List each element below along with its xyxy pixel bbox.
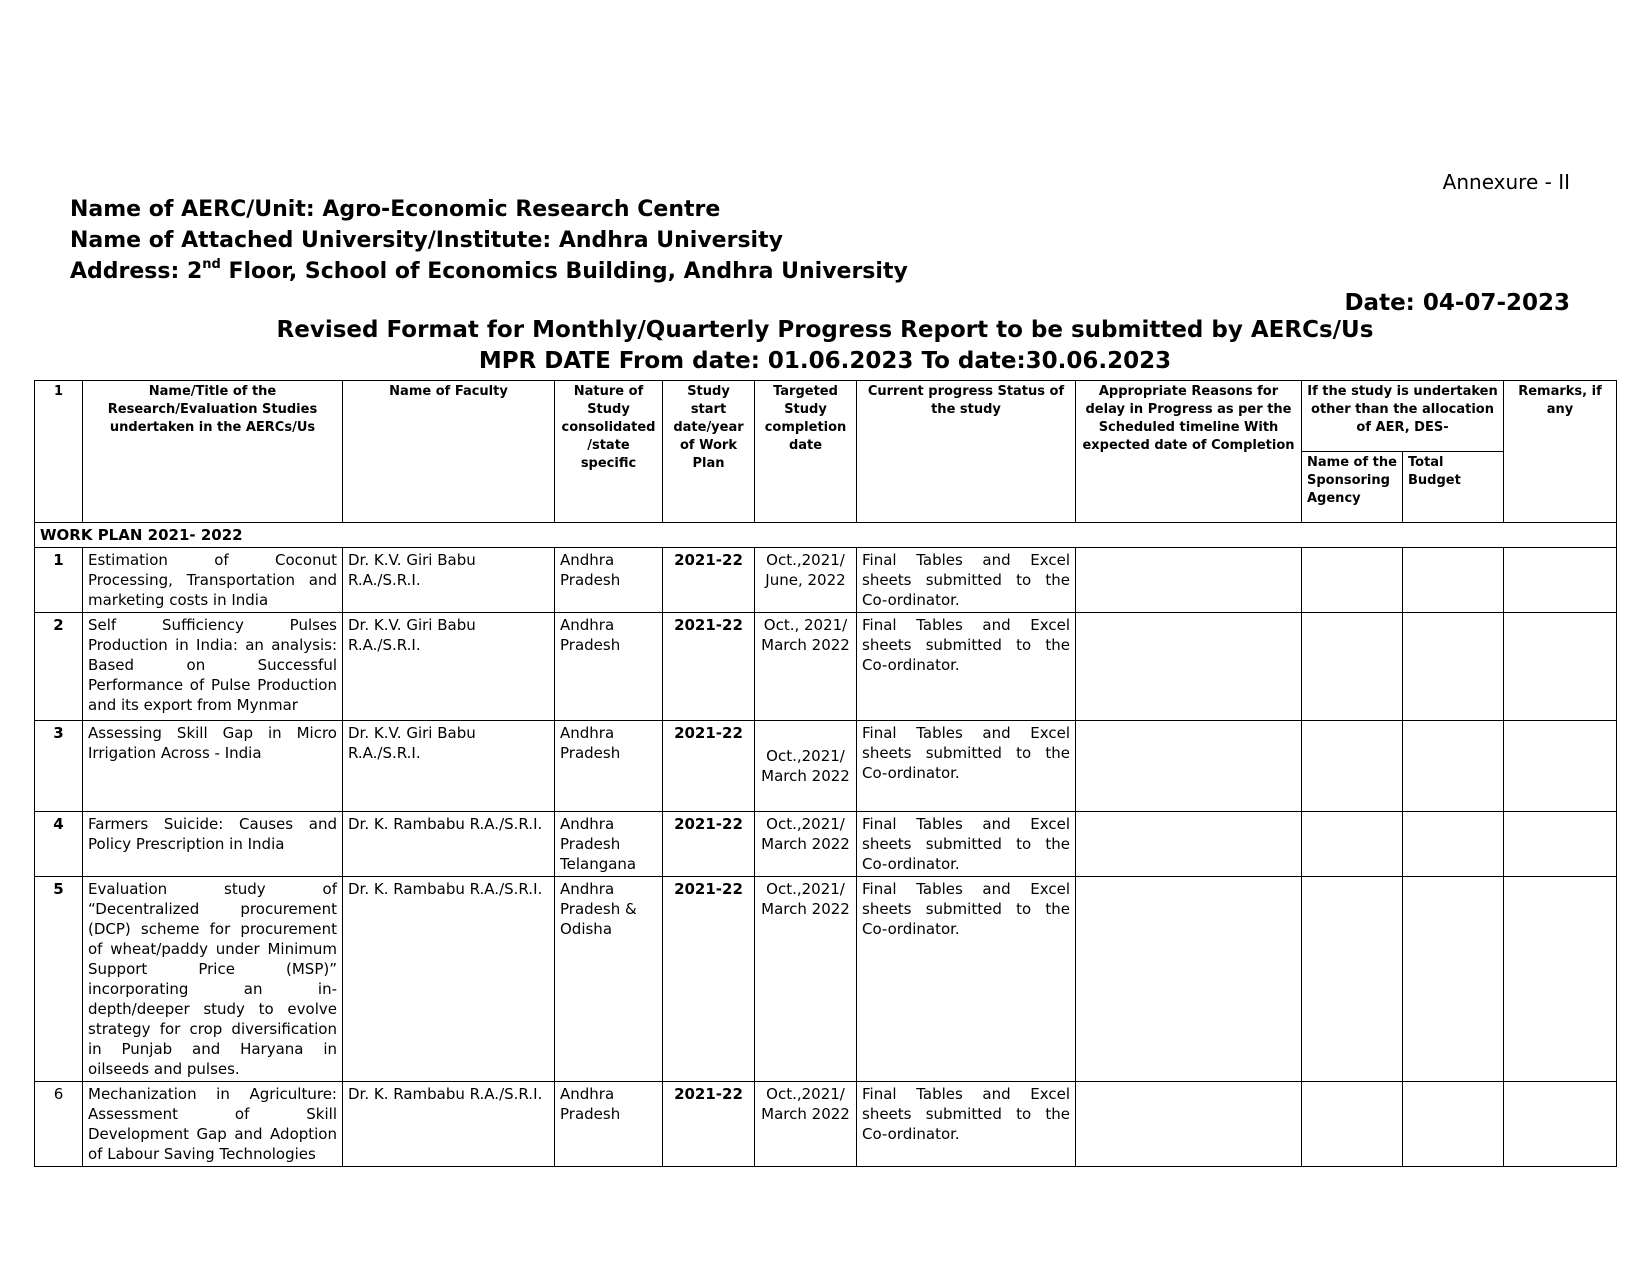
cell-start: 2021-22 xyxy=(663,721,755,812)
cell-sno: 6 xyxy=(35,1082,83,1167)
cell-reasons xyxy=(1076,613,1302,721)
cell-nature: Andhra Pradesh & Odisha xyxy=(555,877,663,1082)
cell-sponsor xyxy=(1302,812,1403,877)
cell-start: 2021-22 xyxy=(663,877,755,1082)
cell-budget xyxy=(1403,613,1504,721)
cell-faculty: Dr. K.V. Giri Babu R.A./S.R.I. xyxy=(343,613,555,721)
cell-start: 2021-22 xyxy=(663,1082,755,1167)
address-suffix: Floor, School of Economics Building, Andhra University xyxy=(220,259,908,284)
cell-title: Evaluation study of “Decentralized procurement (DCP) scheme for procurement of wheat/paddy under Minimum Support Price (MSP)” incorporating an in-depth/deeper study to evolve strategy for crop diversification in Punjab and Haryana in oilseeds and pulses. xyxy=(83,877,343,1082)
address-prefix: Address: 2 xyxy=(70,259,203,284)
cell-sno: 1 xyxy=(35,548,83,613)
cell-faculty: Dr. K.V. Giri Babu R.A./S.R.I. xyxy=(343,721,555,812)
col-header-reasons: Appropriate Reasons for delay in Progress as per the Scheduled timeline With expected date of Completion xyxy=(1076,381,1302,523)
col-header-progress: Current progress Status of the study xyxy=(857,381,1076,523)
cell-completion: Oct.,2021/ March 2022 xyxy=(755,812,857,877)
report-title: Revised Format for Monthly/Quarterly Progress Report to be submitted by AERCs/Us xyxy=(276,317,1374,343)
cell-start: 2021-22 xyxy=(663,613,755,721)
cell-sponsor xyxy=(1302,877,1403,1082)
col-header-start: Study start date/year of Work Plan xyxy=(663,381,755,523)
cell-nature: Andhra Pradesh Telangana xyxy=(555,812,663,877)
mpr-date-range: MPR DATE From date: 01.06.2023 To date:30.06.2023 xyxy=(478,348,1172,374)
cell-sno: 5 xyxy=(35,877,83,1082)
cell-title: Estimation of Coconut Processing, Transportation and marketing costs in India xyxy=(83,548,343,613)
cell-budget xyxy=(1403,721,1504,812)
cell-nature: Andhra Pradesh xyxy=(555,1082,663,1167)
cell-title: Self Sufficiency Pulses Production in India: an analysis: Based on Successful Performance of Pulse Production and its export from Mynmar xyxy=(83,613,343,721)
address xyxy=(70,259,908,284)
cell-budget xyxy=(1403,1082,1504,1167)
cell-sno: 4 xyxy=(35,812,83,877)
cell-reasons xyxy=(1076,721,1302,812)
annexure-label: Annexure - II xyxy=(1442,170,1570,194)
cell-faculty: Dr. K.V. Giri Babu R.A./S.R.I. xyxy=(343,548,555,613)
table-row xyxy=(35,877,1617,1082)
cell-budget xyxy=(1403,812,1504,877)
cell-sponsor xyxy=(1302,613,1403,721)
cell-remarks xyxy=(1504,1082,1617,1167)
cell-reasons xyxy=(1076,877,1302,1082)
table-row xyxy=(35,721,1617,812)
cell-completion: Oct., 2021/ March 2022 xyxy=(755,613,857,721)
cell-nature: Andhra Pradesh xyxy=(555,548,663,613)
cell-sno: 3 xyxy=(35,721,83,812)
report-date: Date: 04-07-2023 xyxy=(1344,290,1570,316)
cell-sponsor xyxy=(1302,548,1403,613)
cell-start: 2021-22 xyxy=(663,548,755,613)
table-row xyxy=(35,812,1617,877)
cell-sponsor xyxy=(1302,1082,1403,1167)
unit-name: Name of AERC/Unit: Agro-Economic Research Centre xyxy=(70,197,721,222)
cell-title: Assessing Skill Gap in Micro Irrigation Across - India xyxy=(83,721,343,812)
cell-remarks xyxy=(1504,613,1617,721)
cell-progress: Final Tables and Excel sheets submitted to the Co-ordinator. xyxy=(857,721,1076,812)
col-header-remarks: Remarks, if any xyxy=(1504,381,1617,523)
cell-faculty: Dr. K. Rambabu R.A./S.R.I. xyxy=(343,877,555,1082)
cell-progress: Final Tables and Excel sheets submitted to the Co-ordinator. xyxy=(857,1082,1076,1167)
cell-faculty: Dr. K. Rambabu R.A./S.R.I. xyxy=(343,1082,555,1167)
col-header-faculty: Name of Faculty xyxy=(343,381,555,523)
cell-remarks xyxy=(1504,812,1617,877)
table-row xyxy=(35,548,1617,613)
cell-title: Farmers Suicide: Causes and Policy Prescription in India xyxy=(83,812,343,877)
cell-nature: Andhra Pradesh xyxy=(555,721,663,812)
table-row xyxy=(35,613,1617,721)
cell-faculty: Dr. K. Rambabu R.A./S.R.I. xyxy=(343,812,555,877)
col-header-title: Name/Title of the Research/Evaluation Studies undertaken in the AERCs/Us xyxy=(83,381,343,523)
cell-completion: Oct.,2021/ March 2022 xyxy=(755,877,857,1082)
cell-budget xyxy=(1403,877,1504,1082)
col-header-sponsor: Name of the Sponsoring Agency xyxy=(1302,452,1403,523)
cell-completion: Oct.,2021/ March 2022 xyxy=(755,1082,857,1167)
cell-sponsor xyxy=(1302,721,1403,812)
progress-table xyxy=(34,380,1617,1167)
col-header-sno: 1 xyxy=(35,381,83,523)
col-header-other-allocation: If the study is undertaken other than the allocation of AER, DES- xyxy=(1302,381,1504,452)
cell-progress: Final Tables and Excel sheets submitted to the Co-ordinator. xyxy=(857,877,1076,1082)
cell-progress: Final Tables and Excel sheets submitted to the Co-ordinator. xyxy=(857,548,1076,613)
cell-completion: Oct.,2021/ March 2022 xyxy=(755,721,857,812)
cell-remarks xyxy=(1504,721,1617,812)
table-row xyxy=(35,1082,1617,1167)
col-header-nature: Nature of Study consolidated /state specific xyxy=(555,381,663,523)
cell-progress: Final Tables and Excel sheets submitted to the Co-ordinator. xyxy=(857,613,1076,721)
cell-remarks xyxy=(1504,548,1617,613)
cell-budget xyxy=(1403,548,1504,613)
cell-sno: 2 xyxy=(35,613,83,721)
cell-completion: Oct.,2021/ June, 2022 xyxy=(755,548,857,613)
cell-reasons xyxy=(1076,548,1302,613)
cell-remarks xyxy=(1504,877,1617,1082)
address-superscript: nd xyxy=(202,257,221,272)
cell-progress: Final Tables and Excel sheets submitted to the Co-ordinator. xyxy=(857,812,1076,877)
cell-title: Mechanization in Agriculture: Assessment of Skill Development Gap and Adoption of Labour Saving Technologies xyxy=(83,1082,343,1167)
col-header-budget: Total Budget xyxy=(1403,452,1504,523)
cell-reasons xyxy=(1076,1082,1302,1167)
university-name: Name of Attached University/Institute: Andhra University xyxy=(70,228,783,253)
cell-nature: Andhra Pradesh xyxy=(555,613,663,721)
col-header-completion: Targeted Study completion date xyxy=(755,381,857,523)
cell-start: 2021-22 xyxy=(663,812,755,877)
cell-reasons xyxy=(1076,812,1302,877)
section-work-plan: WORK PLAN 2021- 2022 xyxy=(35,523,1617,548)
